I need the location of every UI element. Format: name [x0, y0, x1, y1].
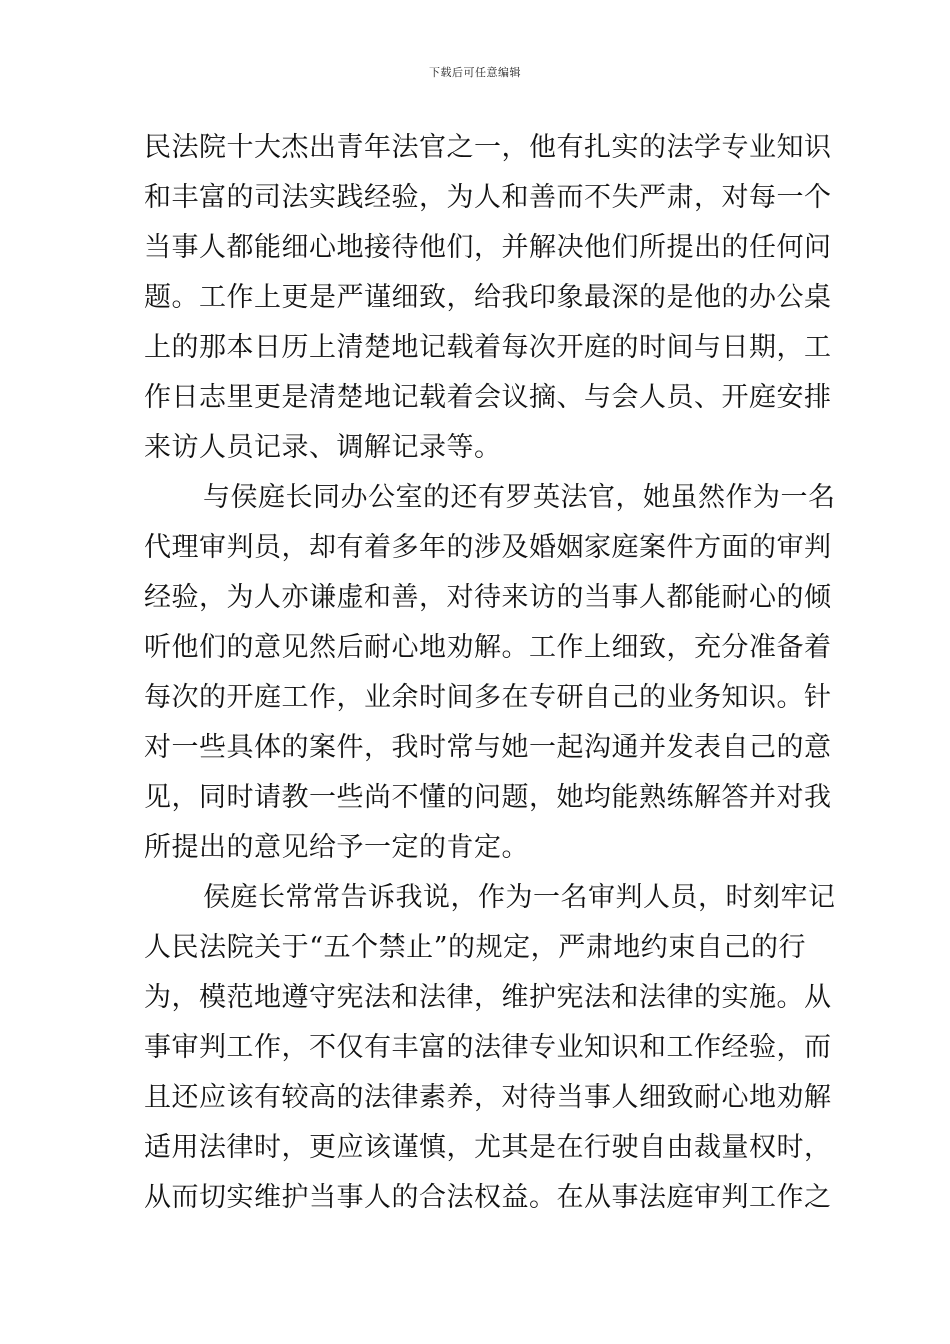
- text-line: 和丰富的司法实践经验，为人和善而不失严肃，对每一个: [144, 182, 832, 213]
- text-line: 与侯庭长同办公室的还有罗英法官，她虽然作为一名: [203, 482, 836, 513]
- text-line: 代理审判员，却有着多年的涉及婚姻家庭案件方面的审判: [144, 532, 832, 563]
- text-line: 上的那本日历上清楚地记载着每次开庭的时间与日期，工: [144, 332, 832, 363]
- text-line: 事审判工作，不仅有丰富的法律专业知识和工作经验，而: [144, 1032, 832, 1063]
- text-line: 见，同时请教一些尚不懂的问题，她均能熟练解答并对我: [144, 782, 832, 813]
- text-line: 人民法院关于“五个禁止”的规定，严肃地约束自己的行: [144, 932, 806, 963]
- text-line: 民法院十大杰出青年法官之一，他有扎实的法学专业知识: [144, 132, 832, 163]
- text-line: 听他们的意见然后耐心地劝解。工作上细致，充分准备着: [144, 632, 832, 663]
- text-line: 为，模范地遵守宪法和法律，维护宪法和法律的实施。从: [144, 982, 832, 1013]
- page-header: 下载后可任意编辑: [429, 66, 521, 79]
- text-line: 对一些具体的案件，我时常与她一起沟通并发表自己的意: [144, 732, 832, 763]
- text-line: 侯庭长常常告诉我说，作为一名审判人员，时刻牢记: [203, 882, 836, 913]
- text-line: 适用法律时，更应该谨慎，尤其是在行驶自由裁量权时，: [144, 1132, 832, 1163]
- text-line: 当事人都能细心地接待他们，并解决他们所提出的任何问: [144, 232, 832, 263]
- text-line: 来访人员记录、调解记录等。: [144, 432, 502, 463]
- body-text: [144, 123, 836, 1223]
- text-line: 作日志里更是清楚地记载着会议摘、与会人员、开庭安排: [144, 382, 832, 413]
- text-line: 每次的开庭工作，业余时间多在专研自己的业务知识。针: [144, 682, 832, 713]
- text-line: 从而切实维护当事人的合法权益。在从事法庭审判工作之: [144, 1182, 832, 1213]
- text-line: 所提出的意见给予一定的肯定。: [144, 832, 529, 863]
- text-line: 经验，为人亦谦虚和善，对待来访的当事人都能耐心的倾: [144, 582, 832, 613]
- text-line: 题。工作上更是严谨细致，给我印象最深的是他的办公桌: [144, 282, 832, 313]
- text-line: 且还应该有较高的法律素养，对待当事人细致耐心地劝解: [144, 1082, 832, 1113]
